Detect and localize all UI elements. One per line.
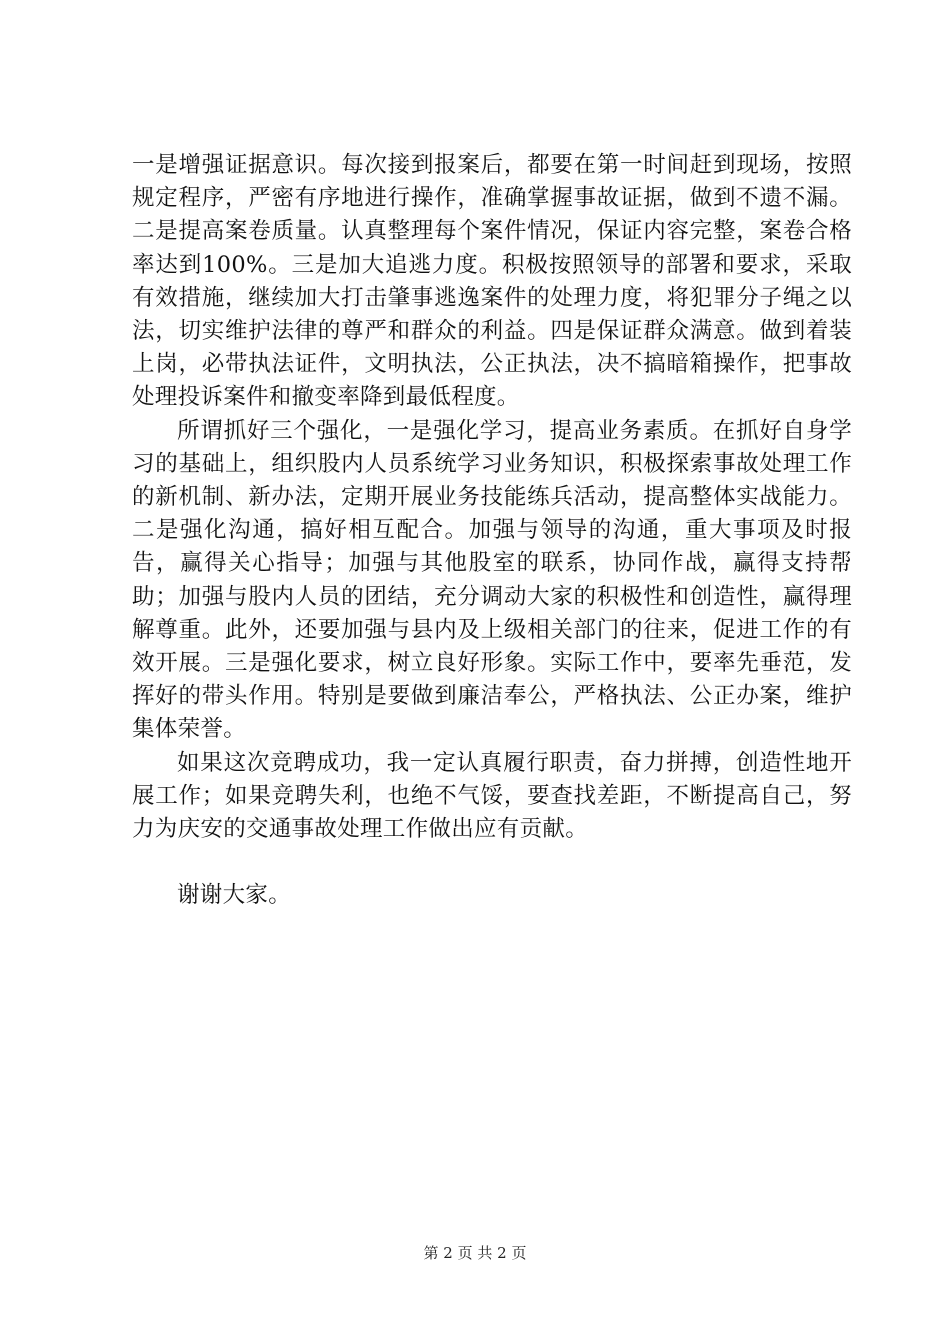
document-body (132, 149, 852, 912)
paragraph-commitment: 如果这次竞聘成功，我一定认真履行职责，奋力拼搏，创造性地开展工作；如果竞聘失利，也绝不气馁，要查找差距，不断提高自己，努力为庆安的交通事故处理工作做出应有贡献。 (132, 749, 852, 843)
closing-thanks: 谢谢大家。 (177, 882, 292, 909)
paragraph-three-strengthenings: 所谓抓好三个强化，一是强化学习，提高业务素质。在抓好自身学习的基础上，组织股内人员系统学习业务知识，积极探索事故处理工作的新机制、新办法，定期开展业务技能练兵活动，提高整体实战能力。二是强化沟通，搞好相互配合。加强与领导的沟通，重大事项及时报告，赢得关心指导；加强与其他股室的联系，协同作战，赢得支持帮助；加强与股内人员的团结，充分调动大家的积极性和创造性，赢得理解尊重。此外，还要加强与县内及上级相关部门的往来，促进工作的有效开展。三是强化要求，树立良好形象。实际工作中，要率先垂范，发挥好的带头作用。特别是要做到廉洁奉公，严格执法、公正办案，维护集体荣誉。 (132, 417, 852, 743)
page-number-footer: 第 2 页 共 2 页 (423, 1244, 527, 1262)
paragraph-evidence-measures: 一是增强证据意识。每次接到报案后，都要在第一时间赶到现场，按照规定程序，严密有序地进行操作，准确掌握事故证据，做到不遗不漏。二是提高案卷质量。认真整理每个案件情况，保证内容完整，案卷合格率达到100%。三是加大追逃力度。积极按照领导的部署和要求，采取有效措施，继续加大打击肇事逃逸案件的处理力度，将犯罪分子绳之以法，切实维护法律的尊严和群众的利益。四是保证群众满意。做到着装上岗，必带执法证件，文明执法，公正执法，决不搞暗箱操作，把事故处理投诉案件和撤变率降到最低程度。 (132, 152, 852, 411)
